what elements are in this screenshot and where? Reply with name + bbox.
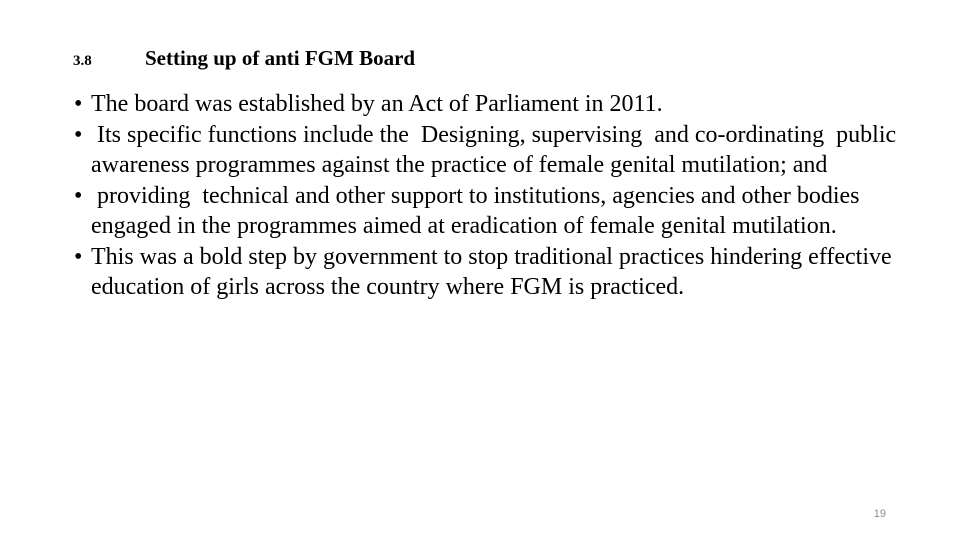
page-number: 19	[873, 508, 886, 520]
bullet-item	[74, 89, 904, 120]
bullet-text: Its specific functions include the Designing, supervising and co-ordinating public awareness programmes against the practice of female genital mutilation; and	[91, 121, 903, 178]
bullet-text: This was a bold step by government to stop traditional practices hindering effective education of girls across the country where FGM is practiced.	[91, 243, 898, 300]
bullet-dot: •	[74, 121, 83, 148]
bullet-item	[74, 181, 904, 242]
bullet-item	[74, 120, 904, 181]
bullet-text: The board was established by an Act of Parliament in 2011.	[91, 91, 663, 117]
bullet-dot: •	[74, 243, 83, 270]
bullet-item	[74, 242, 904, 303]
bullet-dot: •	[74, 182, 83, 209]
bullet-list	[74, 89, 904, 303]
section-title: Setting up of anti FGM Board	[145, 46, 416, 70]
bullet-text: providing technical and other support to institutions, agencies and other bodies engaged in the programmes aimed at eradication of female genital mutilation.	[91, 182, 866, 239]
bullet-dot: •	[74, 91, 83, 117]
section-number: 3.8	[73, 53, 92, 69]
